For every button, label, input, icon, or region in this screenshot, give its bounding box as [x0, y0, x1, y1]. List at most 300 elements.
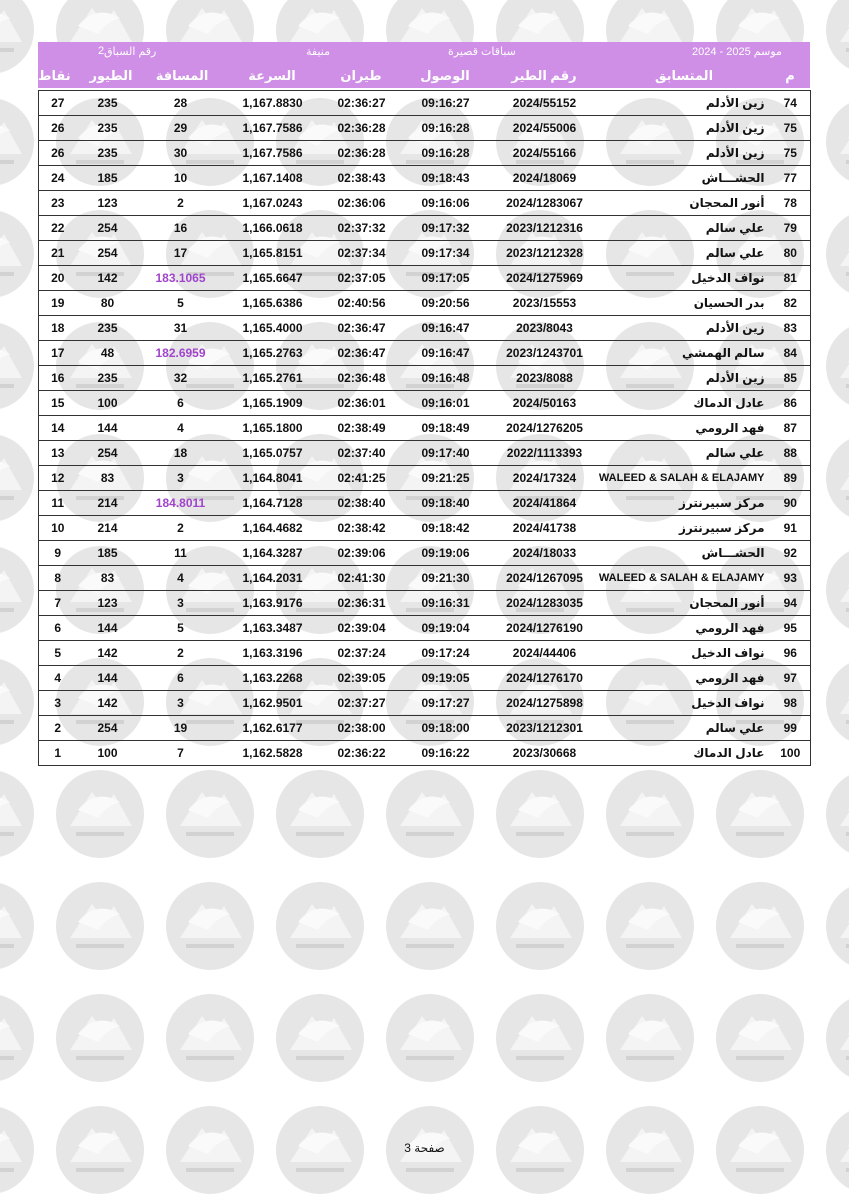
cell-distance: 16	[139, 216, 223, 241]
cell-arrival: 09:16:48	[401, 366, 491, 391]
cell-arrival: 09:21:25	[401, 466, 491, 491]
cell-name: علي سالم	[599, 716, 771, 741]
cell-speed: 1,165.2761	[223, 366, 323, 391]
cell-distance: 2	[139, 641, 223, 666]
pigeon-club-logo-icon	[56, 994, 144, 1082]
table-row	[39, 666, 811, 691]
cell-distance: 3	[139, 466, 223, 491]
pigeon-club-logo-icon	[276, 994, 364, 1082]
col-speed: السرعة	[248, 68, 296, 83]
cell-rank: 92	[771, 541, 811, 566]
cell-distance: 19	[139, 716, 223, 741]
cell-ring: 2023/1243701	[491, 341, 599, 366]
cell-arrival: 09:18:00	[401, 716, 491, 741]
cell-birds: 235	[77, 366, 139, 391]
cell-rank: 86	[771, 391, 811, 416]
race-number-label: رقم السباق	[104, 46, 157, 58]
cell-points: 12	[39, 466, 77, 491]
cell-distance: 2	[139, 516, 223, 541]
cell-speed: 1,165.1800	[223, 416, 323, 441]
cell-speed: 1,163.2268	[223, 666, 323, 691]
cell-speed: 1,165.2763	[223, 341, 323, 366]
cell-points: 10	[39, 516, 77, 541]
cell-points: 23	[39, 191, 77, 216]
col-flight: طيران	[340, 68, 382, 83]
cell-points: 8	[39, 566, 77, 591]
cell-speed: 1,163.9176	[223, 591, 323, 616]
cell-flight: 02:37:05	[323, 266, 401, 291]
cell-points: 16	[39, 366, 77, 391]
results-table	[38, 90, 811, 766]
cell-name: نواف الدخيل	[599, 691, 771, 716]
cell-speed: 1,165.6647	[223, 266, 323, 291]
cell-ring: 2023/15553	[491, 291, 599, 316]
season: موسم 2025 - 2024	[692, 46, 782, 58]
cell-birds: 185	[77, 166, 139, 191]
cell-rank: 79	[771, 216, 811, 241]
cell-arrival: 09:16:06	[401, 191, 491, 216]
cell-speed: 1,165.6386	[223, 291, 323, 316]
table-row	[39, 566, 811, 591]
col-distance: المسافة	[155, 68, 209, 83]
cell-name: زين الأدلم	[599, 116, 771, 141]
cell-ring: 2024/1283067	[491, 191, 599, 216]
header-info-bar	[38, 42, 810, 62]
column-header-bar	[38, 62, 810, 88]
cell-points: 19	[39, 291, 77, 316]
cell-speed: 1,162.9501	[223, 691, 323, 716]
cell-ring: 2024/18033	[491, 541, 599, 566]
cell-flight: 02:37:32	[323, 216, 401, 241]
cell-birds: 83	[77, 466, 139, 491]
pigeon-club-logo-icon	[606, 770, 694, 858]
cell-birds: 80	[77, 291, 139, 316]
pigeon-club-logo-icon	[0, 546, 34, 634]
pigeon-club-logo-icon	[826, 882, 849, 970]
cell-name: فهد الرومي	[599, 666, 771, 691]
cell-flight: 02:36:47	[323, 316, 401, 341]
cell-distance: 18	[139, 441, 223, 466]
cell-rank: 85	[771, 366, 811, 391]
table-row	[39, 116, 811, 141]
cell-flight: 02:36:22	[323, 741, 401, 766]
cell-birds: 83	[77, 566, 139, 591]
pigeon-club-logo-icon	[826, 994, 849, 1082]
table-row	[39, 641, 811, 666]
cell-birds: 142	[77, 266, 139, 291]
table-row	[39, 191, 811, 216]
cell-arrival: 09:16:47	[401, 316, 491, 341]
cell-speed: 1,162.5828	[223, 741, 323, 766]
pigeon-club-logo-icon	[56, 770, 144, 858]
cell-birds: 100	[77, 391, 139, 416]
cell-name: مركز سبيرنترز	[599, 491, 771, 516]
cell-distance: 5	[139, 616, 223, 641]
cell-flight: 02:37:40	[323, 441, 401, 466]
cell-flight: 02:38:49	[323, 416, 401, 441]
cell-name: نواف الدخيل	[599, 266, 771, 291]
cell-rank: 81	[771, 266, 811, 291]
cell-speed: 1,163.3196	[223, 641, 323, 666]
cell-arrival: 09:16:27	[401, 91, 491, 116]
cell-arrival: 09:18:42	[401, 516, 491, 541]
cell-flight: 02:36:27	[323, 91, 401, 116]
cell-rank: 75	[771, 141, 811, 166]
cell-name: زين الأدلم	[599, 91, 771, 116]
location: منيفة	[306, 46, 330, 58]
cell-ring: 2024/1276190	[491, 616, 599, 641]
cell-speed: 1,164.7128	[223, 491, 323, 516]
cell-flight: 02:38:40	[323, 491, 401, 516]
cell-arrival: 09:17:40	[401, 441, 491, 466]
cell-rank: 80	[771, 241, 811, 266]
cell-distance: 11	[139, 541, 223, 566]
cell-points: 22	[39, 216, 77, 241]
cell-flight: 02:36:48	[323, 366, 401, 391]
cell-rank: 90	[771, 491, 811, 516]
cell-speed: 1,167.8830	[223, 91, 323, 116]
cell-rank: 77	[771, 166, 811, 191]
pigeon-club-logo-icon	[716, 882, 804, 970]
cell-name: مركز سبيرنترز	[599, 516, 771, 541]
cell-arrival: 09:18:40	[401, 491, 491, 516]
cell-flight: 02:41:30	[323, 566, 401, 591]
pigeon-club-logo-icon	[826, 98, 849, 186]
pigeon-club-logo-icon	[0, 994, 34, 1082]
pigeon-club-logo-icon	[0, 0, 34, 74]
cell-ring: 2024/55152	[491, 91, 599, 116]
cell-ring: 2023/30668	[491, 741, 599, 766]
pigeon-club-logo-icon	[0, 98, 34, 186]
cell-flight: 02:36:06	[323, 191, 401, 216]
cell-birds: 144	[77, 616, 139, 641]
cell-ring: 2024/1275969	[491, 266, 599, 291]
pigeon-club-logo-icon	[276, 770, 364, 858]
cell-ring: 2023/1212316	[491, 216, 599, 241]
results-sheet	[38, 42, 810, 766]
cell-speed: 1,164.3287	[223, 541, 323, 566]
cell-arrival: 09:19:05	[401, 666, 491, 691]
cell-flight: 02:37:27	[323, 691, 401, 716]
table-row	[39, 141, 811, 166]
pigeon-club-logo-icon	[0, 882, 34, 970]
cell-rank: 74	[771, 91, 811, 116]
cell-distance: 2	[139, 191, 223, 216]
cell-rank: 78	[771, 191, 811, 216]
cell-distance: 183.1065	[139, 266, 223, 291]
pigeon-club-logo-icon	[496, 882, 584, 970]
cell-flight: 02:39:06	[323, 541, 401, 566]
cell-distance: 184.8011	[139, 491, 223, 516]
cell-birds: 100	[77, 741, 139, 766]
cell-arrival: 09:17:05	[401, 266, 491, 291]
race-number: 2	[98, 45, 105, 57]
cell-distance: 10	[139, 166, 223, 191]
cell-birds: 142	[77, 691, 139, 716]
cell-points: 5	[39, 641, 77, 666]
pigeon-club-logo-icon	[496, 770, 584, 858]
cell-speed: 1,165.8151	[223, 241, 323, 266]
cell-speed: 1,165.4000	[223, 316, 323, 341]
page-number: صفحة 3	[404, 1141, 445, 1155]
cell-birds: 235	[77, 141, 139, 166]
cell-ring: 2023/1212328	[491, 241, 599, 266]
pigeon-club-logo-icon	[0, 210, 34, 298]
cell-flight: 02:37:34	[323, 241, 401, 266]
cell-distance: 32	[139, 366, 223, 391]
cell-name: أنور المحجان	[599, 591, 771, 616]
pigeon-club-logo-icon	[166, 882, 254, 970]
cell-flight: 02:39:05	[323, 666, 401, 691]
table-row	[39, 416, 811, 441]
cell-ring: 2024/18069	[491, 166, 599, 191]
cell-rank: 83	[771, 316, 811, 341]
cell-flight: 02:38:42	[323, 516, 401, 541]
pigeon-club-logo-icon	[826, 434, 849, 522]
cell-arrival: 09:18:43	[401, 166, 491, 191]
cell-points: 14	[39, 416, 77, 441]
cell-flight: 02:38:43	[323, 166, 401, 191]
cell-flight: 02:36:28	[323, 141, 401, 166]
cell-name: عادل الدماك	[599, 741, 771, 766]
cell-arrival: 09:16:31	[401, 591, 491, 616]
cell-speed: 1,164.8041	[223, 466, 323, 491]
cell-points: 15	[39, 391, 77, 416]
cell-ring: 2024/1283035	[491, 591, 599, 616]
cell-ring: 2023/8088	[491, 366, 599, 391]
table-row	[39, 716, 811, 741]
cell-birds: 48	[77, 341, 139, 366]
cell-name: الحشـــاش	[599, 166, 771, 191]
cell-name: أنور المحجان	[599, 191, 771, 216]
pigeon-club-logo-icon	[386, 994, 474, 1082]
table-row	[39, 516, 811, 541]
cell-ring: 2024/41864	[491, 491, 599, 516]
pigeon-club-logo-icon	[0, 434, 34, 522]
cell-points: 4	[39, 666, 77, 691]
table-row	[39, 91, 811, 116]
pigeon-club-logo-icon	[386, 882, 474, 970]
table-row	[39, 166, 811, 191]
cell-points: 26	[39, 141, 77, 166]
cell-points: 24	[39, 166, 77, 191]
cell-distance: 6	[139, 391, 223, 416]
col-rank: م	[785, 68, 795, 83]
cell-arrival: 09:16:22	[401, 741, 491, 766]
cell-ring: 2024/1276170	[491, 666, 599, 691]
cell-name: فهد الرومي	[599, 416, 771, 441]
cell-points: 26	[39, 116, 77, 141]
cell-points: 20	[39, 266, 77, 291]
table-row	[39, 691, 811, 716]
cell-ring: 2024/1267095	[491, 566, 599, 591]
cell-distance: 182.6959	[139, 341, 223, 366]
cell-ring: 2023/8043	[491, 316, 599, 341]
cell-arrival: 09:16:47	[401, 341, 491, 366]
cell-birds: 214	[77, 491, 139, 516]
cell-points: 2	[39, 716, 77, 741]
cell-arrival: 09:19:06	[401, 541, 491, 566]
cell-name: الحشـــاش	[599, 541, 771, 566]
cell-flight: 02:39:04	[323, 616, 401, 641]
cell-flight: 02:36:47	[323, 341, 401, 366]
cell-rank: 96	[771, 641, 811, 666]
cell-birds: 142	[77, 641, 139, 666]
cell-name: زين الأدلم	[599, 316, 771, 341]
col-arrival: الوصول	[420, 68, 470, 83]
pigeon-club-logo-icon	[0, 770, 34, 858]
cell-rank: 82	[771, 291, 811, 316]
cell-name: علي سالم	[599, 216, 771, 241]
cell-arrival: 09:17:24	[401, 641, 491, 666]
cell-ring: 2024/17324	[491, 466, 599, 491]
cell-name: سالم الهمشي	[599, 341, 771, 366]
cell-birds: 185	[77, 541, 139, 566]
pigeon-club-logo-icon	[826, 770, 849, 858]
cell-arrival: 09:17:34	[401, 241, 491, 266]
cell-distance: 3	[139, 691, 223, 716]
cell-name: عادل الدماك	[599, 391, 771, 416]
cell-arrival: 09:17:27	[401, 691, 491, 716]
cell-birds: 254	[77, 216, 139, 241]
pigeon-club-logo-icon	[826, 546, 849, 634]
pigeon-club-logo-icon	[826, 658, 849, 746]
pigeon-club-logo-icon	[826, 0, 849, 74]
cell-flight: 02:36:28	[323, 116, 401, 141]
cell-distance: 4	[139, 416, 223, 441]
pigeon-club-logo-icon	[716, 770, 804, 858]
cell-ring: 2024/55006	[491, 116, 599, 141]
table-row	[39, 541, 811, 566]
cell-rank: 89	[771, 466, 811, 491]
cell-rank: 75	[771, 116, 811, 141]
cell-birds: 123	[77, 591, 139, 616]
cell-speed: 1,167.7586	[223, 141, 323, 166]
cell-flight: 02:38:00	[323, 716, 401, 741]
cell-rank: 94	[771, 591, 811, 616]
cell-points: 3	[39, 691, 77, 716]
table-row	[39, 466, 811, 491]
pigeon-club-logo-icon	[166, 994, 254, 1082]
cell-flight: 02:41:25	[323, 466, 401, 491]
cell-speed: 1,163.3487	[223, 616, 323, 641]
cell-rank: 95	[771, 616, 811, 641]
cell-distance: 5	[139, 291, 223, 316]
cell-name: WALEED & SALAH & ELAJAMY	[599, 466, 771, 491]
cell-flight: 02:40:56	[323, 291, 401, 316]
cell-rank: 88	[771, 441, 811, 466]
cell-points: 18	[39, 316, 77, 341]
pigeon-club-logo-icon	[0, 322, 34, 410]
pigeon-club-logo-icon	[56, 882, 144, 970]
cell-flight: 02:37:24	[323, 641, 401, 666]
table-row	[39, 241, 811, 266]
pigeon-club-logo-icon	[716, 994, 804, 1082]
cell-birds: 235	[77, 116, 139, 141]
cell-flight: 02:36:31	[323, 591, 401, 616]
cell-points: 1	[39, 741, 77, 766]
pigeon-club-logo-icon	[166, 770, 254, 858]
pigeon-club-logo-icon	[0, 658, 34, 746]
cell-distance: 31	[139, 316, 223, 341]
pigeon-club-logo-icon	[826, 210, 849, 298]
cell-ring: 2022/1113393	[491, 441, 599, 466]
cell-arrival: 09:16:28	[401, 141, 491, 166]
cell-distance: 29	[139, 116, 223, 141]
cell-rank: 97	[771, 666, 811, 691]
cell-name: فهد الرومي	[599, 616, 771, 641]
cell-birds: 214	[77, 516, 139, 541]
cell-distance: 6	[139, 666, 223, 691]
cell-birds: 235	[77, 91, 139, 116]
cell-rank: 87	[771, 416, 811, 441]
cell-arrival: 09:16:01	[401, 391, 491, 416]
cell-rank: 84	[771, 341, 811, 366]
cell-rank: 100	[771, 741, 811, 766]
cell-birds: 254	[77, 441, 139, 466]
cell-ring: 2023/1212301	[491, 716, 599, 741]
cell-arrival: 09:20:56	[401, 291, 491, 316]
cell-ring: 2024/44406	[491, 641, 599, 666]
table-row	[39, 266, 811, 291]
table-row	[39, 616, 811, 641]
cell-points: 9	[39, 541, 77, 566]
pigeon-club-logo-icon	[496, 994, 584, 1082]
cell-flight: 02:36:01	[323, 391, 401, 416]
table-row	[39, 741, 811, 766]
cell-points: 17	[39, 341, 77, 366]
cell-points: 6	[39, 616, 77, 641]
cell-name: زين الأدلم	[599, 366, 771, 391]
pigeon-club-logo-icon	[606, 994, 694, 1082]
cell-ring: 2024/55166	[491, 141, 599, 166]
cell-distance: 30	[139, 141, 223, 166]
cell-rank: 98	[771, 691, 811, 716]
cell-speed: 1,167.1408	[223, 166, 323, 191]
cell-speed: 1,162.6177	[223, 716, 323, 741]
table-row	[39, 591, 811, 616]
col-points: نقاط	[38, 68, 71, 83]
cell-distance: 4	[139, 566, 223, 591]
table-row	[39, 441, 811, 466]
cell-arrival: 09:21:30	[401, 566, 491, 591]
pigeon-club-logo-icon	[826, 322, 849, 410]
table-row	[39, 491, 811, 516]
cell-ring: 2024/50163	[491, 391, 599, 416]
cell-birds: 254	[77, 716, 139, 741]
cell-arrival: 09:17:32	[401, 216, 491, 241]
cell-arrival: 09:18:49	[401, 416, 491, 441]
cell-name: WALEED & SALAH & ELAJAMY	[599, 566, 771, 591]
table-row	[39, 316, 811, 341]
cell-distance: 28	[139, 91, 223, 116]
cell-rank: 93	[771, 566, 811, 591]
cell-birds: 123	[77, 191, 139, 216]
cell-name: علي سالم	[599, 241, 771, 266]
cell-speed: 1,167.0243	[223, 191, 323, 216]
cell-distance: 17	[139, 241, 223, 266]
cell-points: 11	[39, 491, 77, 516]
col-name: المتسابق	[654, 68, 714, 83]
cell-ring: 2024/1275898	[491, 691, 599, 716]
race-type: سباقات قصيرة	[448, 46, 516, 58]
cell-name: علي سالم	[599, 441, 771, 466]
table-row	[39, 291, 811, 316]
cell-birds: 144	[77, 416, 139, 441]
col-birds: الطيور	[89, 68, 133, 83]
cell-birds: 254	[77, 241, 139, 266]
cell-points: 21	[39, 241, 77, 266]
